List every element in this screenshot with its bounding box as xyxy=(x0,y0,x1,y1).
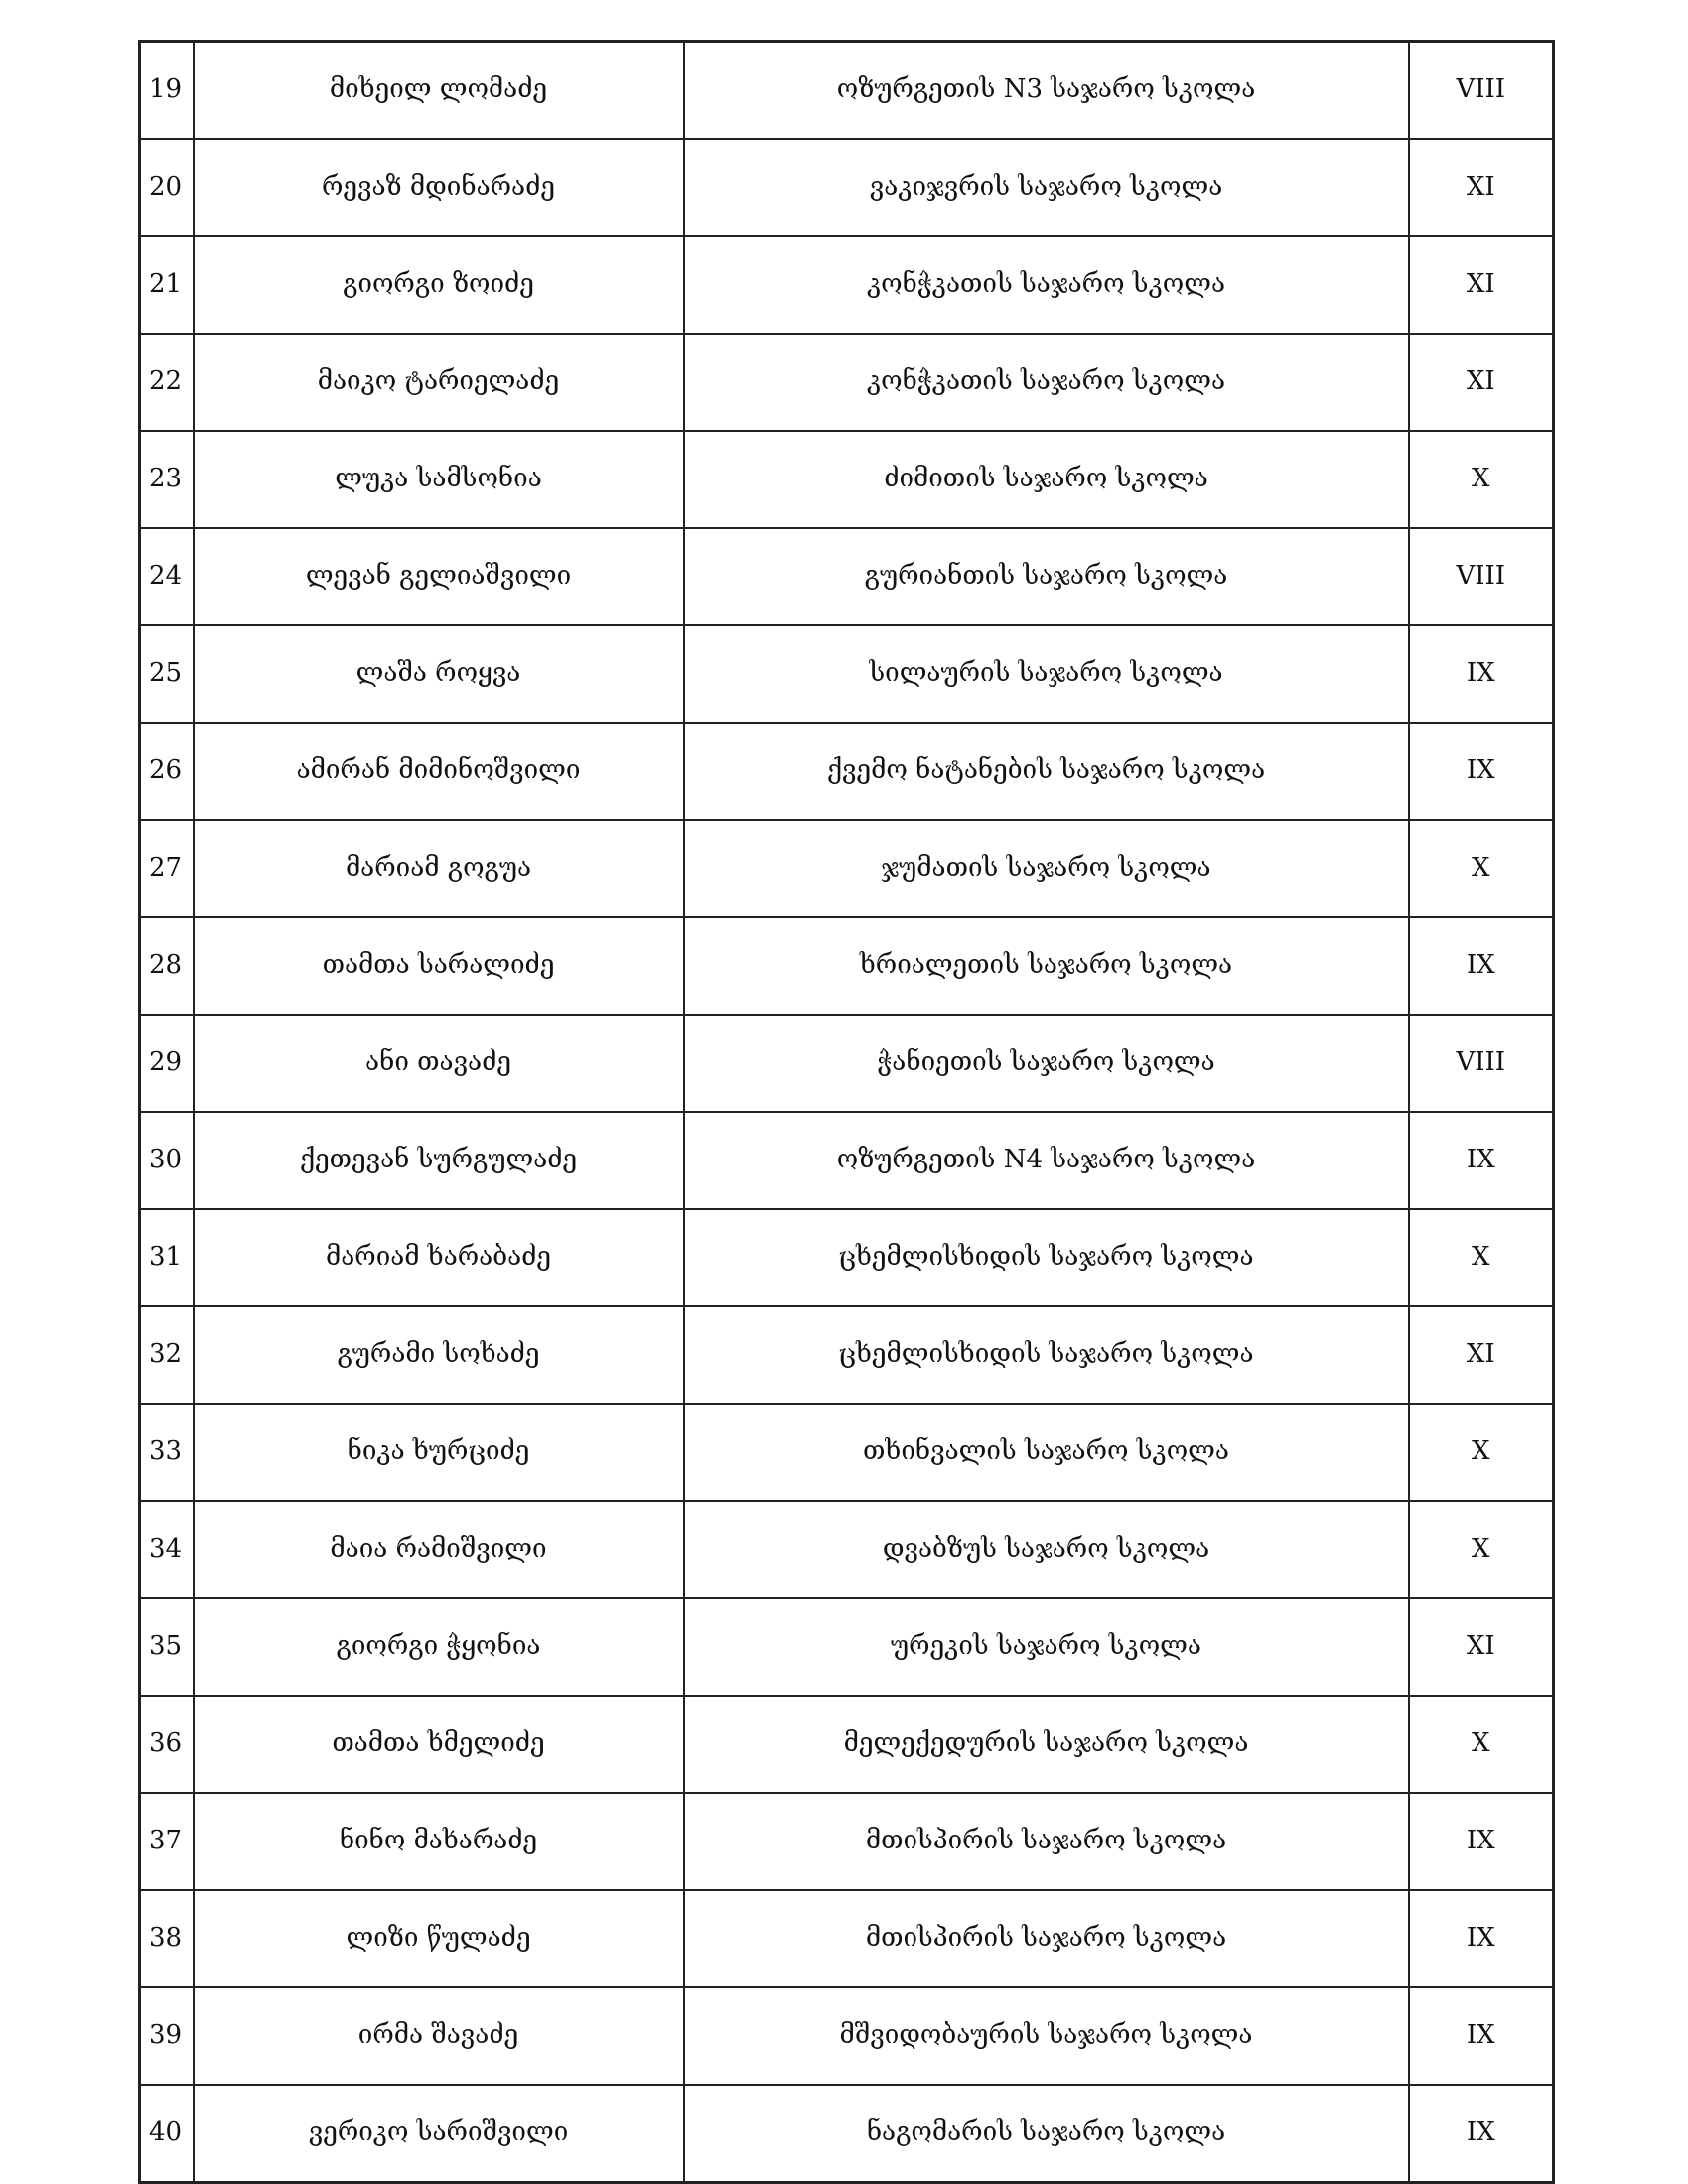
student-name-cell: მარიამ ხარაბაძე xyxy=(194,1209,684,1306)
student-name-cell: თამთა სარალიძე xyxy=(194,917,684,1015)
school-name-cell: ნაგომარის საჯარო სკოლა xyxy=(684,2085,1409,2183)
table-row xyxy=(140,1209,1554,1306)
row-number-cell: 21 xyxy=(140,236,194,334)
student-name-cell: ნიკა ხურციძე xyxy=(194,1404,684,1501)
grade-cell: XI xyxy=(1409,236,1554,334)
table-row xyxy=(140,236,1554,334)
student-name-cell: გიორგი ზოიძე xyxy=(194,236,684,334)
student-name-cell: მაიკო ტარიელაძე xyxy=(194,334,684,431)
grade-cell: X xyxy=(1409,820,1554,917)
table-row xyxy=(140,1501,1554,1598)
student-name-cell: ანი თავაძე xyxy=(194,1015,684,1112)
table-row xyxy=(140,1598,1554,1696)
grade-cell: IX xyxy=(1409,917,1554,1015)
row-number-cell: 30 xyxy=(140,1112,194,1209)
table-row xyxy=(140,1015,1554,1112)
table-row xyxy=(140,1112,1554,1209)
table-row xyxy=(140,1404,1554,1501)
school-name-cell: ცხემლისხიდის საჯარო სკოლა xyxy=(684,1209,1409,1306)
grade-cell: X xyxy=(1409,1696,1554,1793)
student-name-cell: თამთა ხმელიძე xyxy=(194,1696,684,1793)
grade-cell: X xyxy=(1409,431,1554,528)
grade-cell: IX xyxy=(1409,1112,1554,1209)
student-name-cell: ლუკა სამსონია xyxy=(194,431,684,528)
row-number-cell: 34 xyxy=(140,1501,194,1598)
row-number-cell: 20 xyxy=(140,139,194,236)
student-name-cell: ქეთევან სურგულაძე xyxy=(194,1112,684,1209)
grade-cell: IX xyxy=(1409,2085,1554,2183)
school-name-cell: ქვემო ნატანების საჯარო სკოლა xyxy=(684,723,1409,820)
student-name-cell: ლიზი წულაძე xyxy=(194,1890,684,1987)
row-number-cell: 31 xyxy=(140,1209,194,1306)
table-row xyxy=(140,2085,1554,2183)
school-name-cell: ძიმითის საჯარო სკოლა xyxy=(684,431,1409,528)
table-row xyxy=(140,1890,1554,1987)
table-row xyxy=(140,625,1554,723)
table-body xyxy=(140,42,1554,2183)
table-row xyxy=(140,1306,1554,1404)
student-name-cell: ნინო მახარაძე xyxy=(194,1793,684,1890)
school-name-cell: სილაურის საჯარო სკოლა xyxy=(684,625,1409,723)
row-number-cell: 28 xyxy=(140,917,194,1015)
grade-cell: IX xyxy=(1409,1987,1554,2085)
grade-cell: IX xyxy=(1409,1793,1554,1890)
school-name-cell: ოზურგეთის N3 საჯარო სკოლა xyxy=(684,42,1409,140)
row-number-cell: 37 xyxy=(140,1793,194,1890)
school-name-cell: ოზურგეთის N4 საჯარო სკოლა xyxy=(684,1112,1409,1209)
grade-cell: XI xyxy=(1409,1306,1554,1404)
row-number-cell: 36 xyxy=(140,1696,194,1793)
row-number-cell: 24 xyxy=(140,528,194,625)
grade-cell: VIII xyxy=(1409,42,1554,140)
school-name-cell: გურიანთის საჯარო სკოლა xyxy=(684,528,1409,625)
grade-cell: XI xyxy=(1409,1598,1554,1696)
row-number-cell: 39 xyxy=(140,1987,194,2085)
student-name-cell: ამირან მიმინოშვილი xyxy=(194,723,684,820)
grade-cell: X xyxy=(1409,1501,1554,1598)
student-name-cell: მიხეილ ლომაძე xyxy=(194,42,684,140)
row-number-cell: 19 xyxy=(140,42,194,140)
row-number-cell: 27 xyxy=(140,820,194,917)
student-name-cell: მაია რამიშვილი xyxy=(194,1501,684,1598)
school-name-cell: ურეკის საჯარო სკოლა xyxy=(684,1598,1409,1696)
table-row xyxy=(140,917,1554,1015)
student-name-cell: ირმა შავაძე xyxy=(194,1987,684,2085)
table-row xyxy=(140,139,1554,236)
student-name-cell: რევაზ მდინარაძე xyxy=(194,139,684,236)
school-name-cell: მშვიდობაურის საჯარო სკოლა xyxy=(684,1987,1409,2085)
row-number-cell: 38 xyxy=(140,1890,194,1987)
student-name-cell: ვერიკო სარიშვილი xyxy=(194,2085,684,2183)
grade-cell: XI xyxy=(1409,334,1554,431)
grade-cell: X xyxy=(1409,1209,1554,1306)
school-name-cell: კონჭკათის საჯარო სკოლა xyxy=(684,334,1409,431)
row-number-cell: 22 xyxy=(140,334,194,431)
row-number-cell: 26 xyxy=(140,723,194,820)
table-row xyxy=(140,820,1554,917)
school-name-cell: მელექედურის საჯარო სკოლა xyxy=(684,1696,1409,1793)
school-name-cell: თხინვალის საჯარო სკოლა xyxy=(684,1404,1409,1501)
grade-cell: VIII xyxy=(1409,1015,1554,1112)
student-name-cell: მარიამ გოგუა xyxy=(194,820,684,917)
grade-cell: X xyxy=(1409,1404,1554,1501)
row-number-cell: 40 xyxy=(140,2085,194,2183)
student-name-cell: გურამი სოხაძე xyxy=(194,1306,684,1404)
row-number-cell: 25 xyxy=(140,625,194,723)
grade-cell: XI xyxy=(1409,139,1554,236)
row-number-cell: 32 xyxy=(140,1306,194,1404)
table-row xyxy=(140,723,1554,820)
school-name-cell: ჭანიეთის საჯარო სკოლა xyxy=(684,1015,1409,1112)
school-name-cell: ჯუმათის საჯარო სკოლა xyxy=(684,820,1409,917)
table-row xyxy=(140,1696,1554,1793)
row-number-cell: 23 xyxy=(140,431,194,528)
table-row xyxy=(140,334,1554,431)
row-number-cell: 35 xyxy=(140,1598,194,1696)
school-name-cell: მთისპირის საჯარო სკოლა xyxy=(684,1793,1409,1890)
school-name-cell: ხრიალეთის საჯარო სკოლა xyxy=(684,917,1409,1015)
table-row xyxy=(140,1793,1554,1890)
school-name-cell: კონჭკათის საჯარო სკოლა xyxy=(684,236,1409,334)
table-row xyxy=(140,1987,1554,2085)
student-name-cell: ლევან გელიაშვილი xyxy=(194,528,684,625)
grade-cell: VIII xyxy=(1409,528,1554,625)
table-row xyxy=(140,528,1554,625)
row-number-cell: 33 xyxy=(140,1404,194,1501)
school-name-cell: ვაკიჯვრის საჯარო სკოლა xyxy=(684,139,1409,236)
school-name-cell: ცხემლისხიდის საჯარო სკოლა xyxy=(684,1306,1409,1404)
table-row xyxy=(140,431,1554,528)
participants-table xyxy=(138,40,1555,2184)
student-name-cell: ლაშა როყვა xyxy=(194,625,684,723)
grade-cell: IX xyxy=(1409,1890,1554,1987)
school-name-cell: მთისპირის საჯარო სკოლა xyxy=(684,1890,1409,1987)
row-number-cell: 29 xyxy=(140,1015,194,1112)
grade-cell: IX xyxy=(1409,723,1554,820)
grade-cell: IX xyxy=(1409,625,1554,723)
school-name-cell: დვაბზუს საჯარო სკოლა xyxy=(684,1501,1409,1598)
student-name-cell: გიორგი ჭყონია xyxy=(194,1598,684,1696)
table-row xyxy=(140,42,1554,140)
